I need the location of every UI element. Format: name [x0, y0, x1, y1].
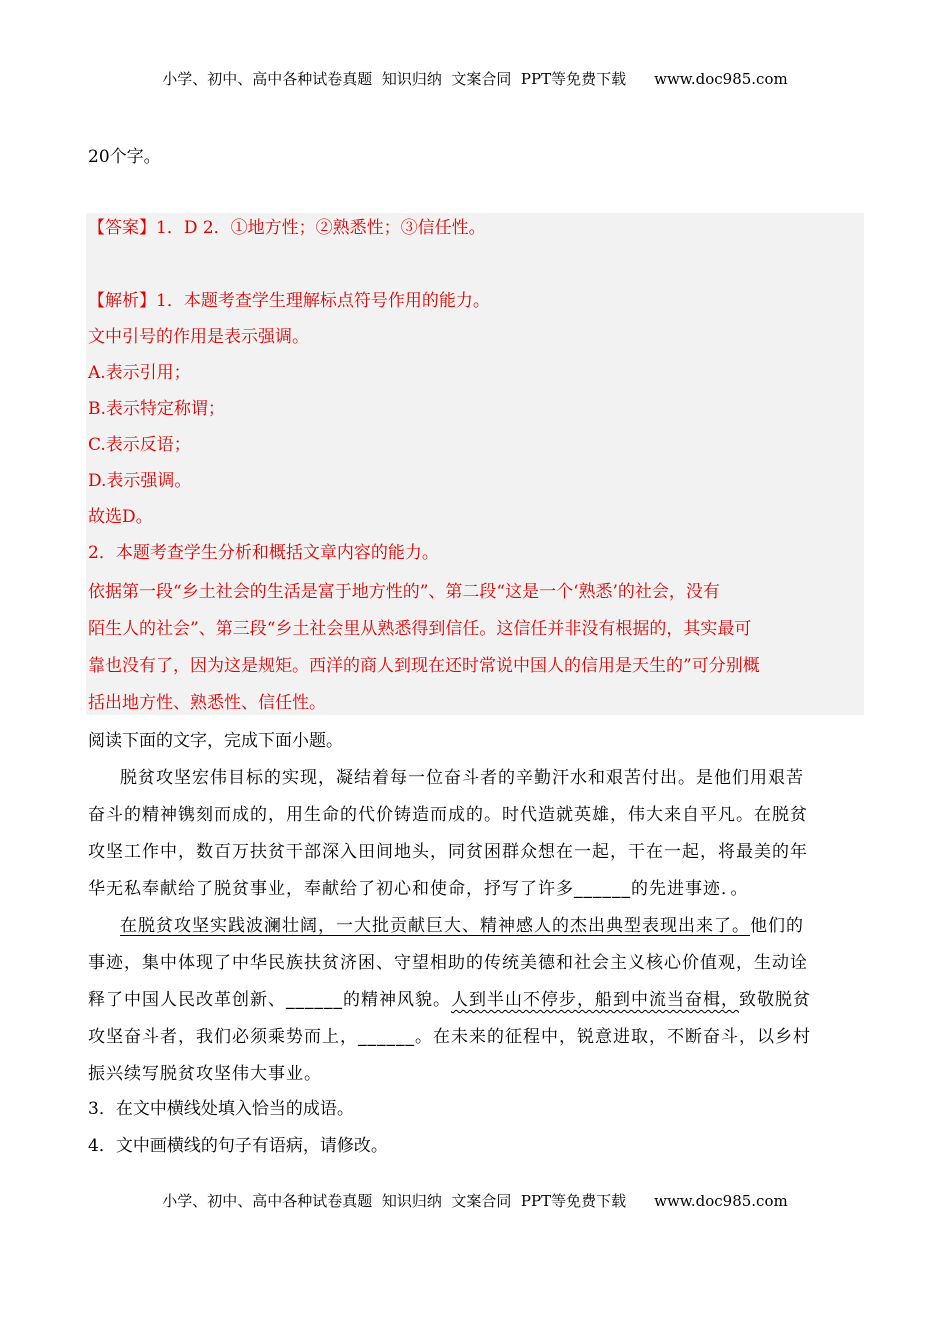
- analysis-line-3: A.表示引用；: [88, 363, 191, 383]
- analysis-label: 【解析】: [88, 291, 156, 311]
- passage-p2-line-1: 在脱贫攻坚实践波澜壮阔，一大批贡献巨大、精神感人的杰出典型表现出来了。他们的: [120, 916, 804, 936]
- page-footer: [0, 1190, 950, 1211]
- passage-p1-line-4: 华无私奉献给了脱贫事业，奉献给了初心和使命，抒写了许多______的先进事迹．。: [88, 879, 749, 899]
- header-url[interactable]: www.doc985.com: [654, 70, 788, 88]
- passage-p2-line-3: 释了中国人民改革创新、______的精神风貌。人到半山不停步，船到中流当奋楫，致敬脱贫: [88, 990, 811, 1010]
- header-text: 小学、初中、高中各种试卷真题 知识归纳 文案合同 PPT等免费下载: [162, 70, 627, 88]
- analysis-line-11: 靠也没有了，因为这是规矩。西洋的商人到现在还时常说中国人的信用是天生的”可分别概: [88, 656, 760, 676]
- passage-p1-line-2: 奋斗的精神镌刻而成的，用生命的代价铸造而成的。时代造就英雄，伟大来自平凡。在脱贫: [88, 805, 808, 825]
- analysis-line-2: 文中引号的作用是表示强调。: [88, 327, 309, 347]
- analysis-line-6: D.表示强调。: [88, 471, 192, 491]
- footer-text: 小学、初中、高中各种试卷真题 知识归纳 文案合同 PPT等免费下载: [162, 1192, 627, 1210]
- analysis-line-10: 陌生人的社会”、第三段“乡土社会里从熟悉得到信任。这信任并非没有根据的，其实最可: [88, 619, 752, 639]
- analysis-line-7: 故选D。: [88, 507, 153, 527]
- analysis-line-12: 括出地方性、熟悉性、信任性。: [88, 693, 326, 713]
- answer-label: 【答案】: [88, 218, 156, 238]
- analysis-line-8: 2．本题考查学生分析和概括文章内容的能力。: [88, 543, 439, 563]
- analysis-line-9: 依据第一段“乡土社会的生活是富于地方性的”、第二段“这是一个‘熟悉’的社会，没有: [88, 582, 720, 602]
- passage-p2-line-2: 事迹，集中体现了中华民族扶贫济困、守望相助的传统美德和社会主义核心价值观，生动诠: [88, 953, 808, 973]
- passage-p1-line-1: 脱贫攻坚宏伟目标的实现，凝结着每一位奋斗者的辛勤汗水和艰苦付出。是他们用艰苦: [120, 768, 804, 788]
- passage-p2-line-4: 攻坚奋斗者，我们必须乘势而上，______。在未来的征程中，锐意进取，不断奋斗，以乡村: [88, 1027, 811, 1047]
- passage-p2-line-5: 振兴续写脱贫攻坚伟大事业。: [88, 1064, 322, 1084]
- underlined-sentence: 在脱贫攻坚实践波澜壮阔，一大批贡献巨大、精神感人的杰出典型表现出来了。: [120, 916, 750, 936]
- analysis-line-4: B.表示特定称谓；: [88, 399, 225, 419]
- passage-p1-line-3: 攻坚工作中，数百万扶贫干部深入田间地头，同贫困群众想在一起，干在一起，将最美的年: [88, 842, 808, 862]
- question-3: 3．在文中横线处填入恰当的成语。: [88, 1099, 354, 1119]
- answer-line: [88, 216, 486, 240]
- analysis-line-5: C.表示反语；: [88, 435, 191, 455]
- analysis-line-1: 【解析】1．本题考查学生理解标点符号作用的能力。: [88, 291, 490, 311]
- footer-url[interactable]: www.doc985.com: [654, 1192, 788, 1210]
- wavy-underlined-phrase: 人到半山不停步，船到中流当奋楫，: [451, 990, 739, 1010]
- page-header: [0, 68, 950, 89]
- question-4: 4．文中画横线的句子有语病，请修改。: [88, 1136, 388, 1156]
- answer-text: 1．D 2．①地方性；②熟悉性；③信任性。: [156, 218, 486, 238]
- intro-line: 20个字。: [88, 147, 161, 167]
- reading-instruction: 阅读下面的文字，完成下面小题。: [88, 731, 343, 751]
